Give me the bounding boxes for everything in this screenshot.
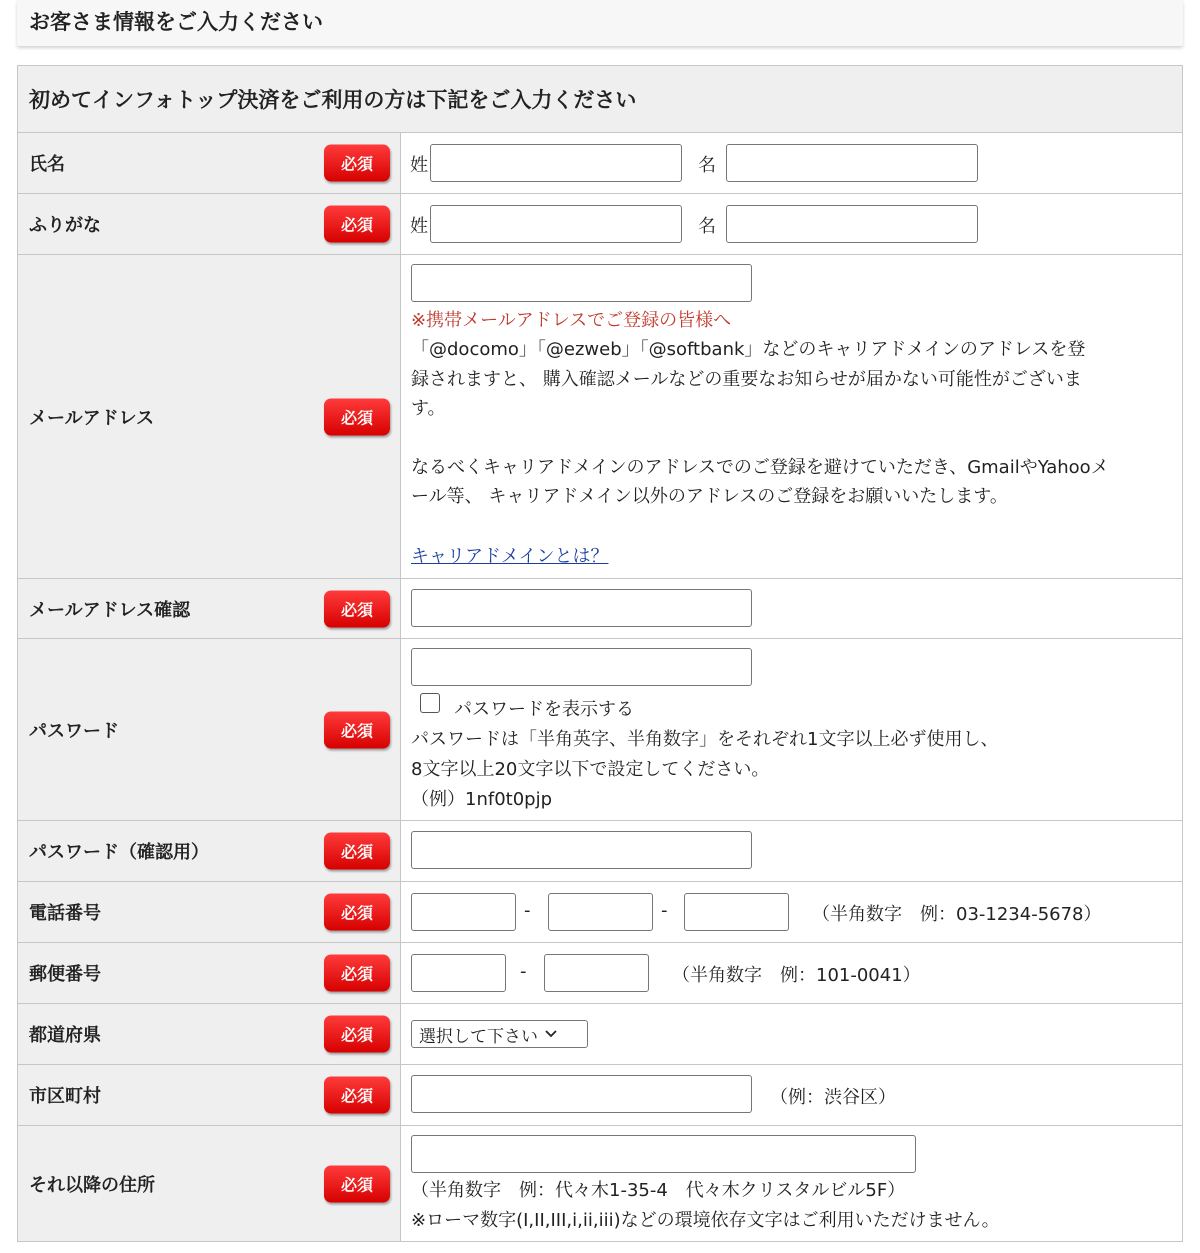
form-caption [18, 66, 1182, 133]
postal-label: 郵便番号 [29, 964, 101, 985]
row-email [18, 255, 1182, 579]
required-badge: 必須 [324, 711, 390, 748]
password-input[interactable] [411, 648, 752, 686]
label-cell [18, 1004, 401, 1064]
address-hint: （半角数字 例：代々木1-35-4 代々木クリスタルビル5F） [411, 1180, 906, 1201]
phone-hint: （半角数字 例：03-1234-5678） [812, 904, 1102, 925]
label-cell [18, 579, 401, 638]
field-cell [402, 639, 1182, 820]
row-name [18, 133, 1182, 194]
address-input[interactable] [411, 1135, 916, 1173]
first-kana-prefix: 名 [698, 216, 716, 237]
email-notice-line: す。 [411, 398, 446, 419]
customer-form [17, 65, 1183, 1242]
row-password-confirm [18, 821, 1182, 882]
row-furigana [18, 194, 1182, 255]
required-badge: 必須 [324, 145, 390, 182]
field-cell [402, 579, 1182, 638]
phone-part3-input[interactable] [684, 893, 789, 931]
field-cell [402, 133, 1182, 193]
row-prefecture [18, 1004, 1182, 1065]
field-cell [402, 194, 1182, 254]
first-name-input[interactable] [726, 144, 978, 182]
password-confirm-input[interactable] [411, 831, 752, 869]
password-rule-line: 8文字以上20文字以下で設定してください。 [411, 759, 770, 780]
first-name-prefix: 名 [698, 155, 716, 176]
email-label: メールアドレス [29, 407, 155, 429]
required-badge: 必須 [324, 398, 390, 435]
phone-separator: - [661, 900, 668, 921]
field-cell [402, 1065, 1182, 1125]
email-notice-line: ール等、 キャリアドメイン以外のアドレスのご登録をお願いいたします。 [411, 486, 1008, 507]
required-badge: 必須 [324, 590, 390, 627]
postal-separator: - [520, 961, 527, 982]
prefecture-label: 都道府県 [29, 1025, 101, 1046]
label-cell [18, 943, 401, 1003]
postal-part2-input[interactable] [544, 954, 649, 992]
label-cell [18, 1065, 401, 1125]
address-note: ※ローマ数字(I,II,III,i,ii,iii)などの環境依存文字はご利用いただけません。 [411, 1210, 1000, 1231]
email-notice-line: なるべくキャリアドメインのアドレスでのご登録を避けていただき、GmailやYahooメ [411, 457, 1109, 478]
row-password [18, 639, 1182, 821]
field-cell [402, 1126, 1182, 1241]
phone-separator: - [524, 900, 531, 921]
row-phone [18, 882, 1182, 943]
email-notice-line: 「@docomo」「@ezweb」「@softbank」などのキャリアドメインのアドレスを登 [411, 339, 1086, 360]
label-cell [18, 255, 401, 578]
field-cell [402, 943, 1182, 1003]
phone-label: 電話番号 [29, 903, 101, 924]
section-header [17, 0, 1183, 46]
row-city [18, 1065, 1182, 1126]
required-badge: 必須 [324, 1077, 390, 1114]
password-confirm-label: パスワード（確認用） [29, 842, 209, 863]
row-email-confirm [18, 579, 1182, 639]
row-postal [18, 943, 1182, 1004]
show-password-label[interactable]: パスワードを表示する [454, 699, 634, 720]
label-cell [18, 1126, 401, 1241]
required-badge: 必須 [324, 894, 390, 931]
city-hint: （例：渋谷区） [770, 1087, 896, 1108]
email-input[interactable] [411, 264, 752, 302]
field-cell [402, 882, 1182, 942]
first-kana-input[interactable] [726, 205, 978, 243]
city-input[interactable] [411, 1075, 752, 1113]
label-cell [18, 639, 401, 820]
furigana-label: ふりがな [29, 215, 101, 236]
label-cell [18, 133, 401, 193]
last-kana-prefix: 姓 [410, 216, 428, 237]
form-caption-text: 初めてインフォトップ決済をご利用の方は下記をご入力ください [29, 88, 637, 112]
password-label: パスワード [29, 720, 119, 742]
last-name-prefix: 姓 [410, 155, 428, 176]
prefecture-select[interactable] [411, 1020, 588, 1048]
password-rule-line: パスワードは「半角英字、半角数字」をそれぞれ1文字以上必ず使用し、 [411, 729, 999, 750]
row-address [18, 1126, 1182, 1241]
field-cell [402, 821, 1182, 881]
section-title: お客さま情報をご入力ください [29, 10, 323, 34]
name-label: 氏名 [29, 154, 65, 175]
address-label: それ以降の住所 [29, 1174, 155, 1196]
required-badge: 必須 [324, 1016, 390, 1053]
label-cell [18, 821, 401, 881]
last-kana-input[interactable] [430, 205, 682, 243]
label-cell [18, 882, 401, 942]
prefecture-selected-value: 選択して下さい [419, 1027, 538, 1047]
label-cell [18, 194, 401, 254]
last-name-input[interactable] [430, 144, 682, 182]
field-cell [402, 1004, 1182, 1064]
email-notice-line: 録されますと、 購入確認メールなどの重要なお知らせが届かない可能性がございま [411, 369, 1082, 390]
email-confirm-label: メールアドレス確認 [29, 599, 191, 621]
email-confirm-input[interactable] [411, 589, 752, 627]
required-badge: 必須 [324, 206, 390, 243]
chevron-down-icon [544, 1028, 558, 1042]
password-example: （例）1nf0t0pjp [411, 789, 553, 810]
field-cell [402, 255, 1182, 578]
carrier-domain-link[interactable]: キャリアドメインとは？ [411, 546, 609, 567]
email-notice-title: ※携帯メールアドレスでご登録の皆様へ [411, 310, 732, 331]
phone-part1-input[interactable] [411, 893, 516, 931]
required-badge: 必須 [324, 833, 390, 870]
phone-part2-input[interactable] [548, 893, 653, 931]
postal-part1-input[interactable] [411, 954, 506, 992]
show-password-checkbox[interactable] [420, 693, 440, 713]
postal-hint: （半角数字 例：101-0041） [672, 965, 921, 986]
required-badge: 必須 [324, 955, 390, 992]
city-label: 市区町村 [29, 1086, 101, 1107]
required-badge: 必須 [324, 1165, 390, 1202]
